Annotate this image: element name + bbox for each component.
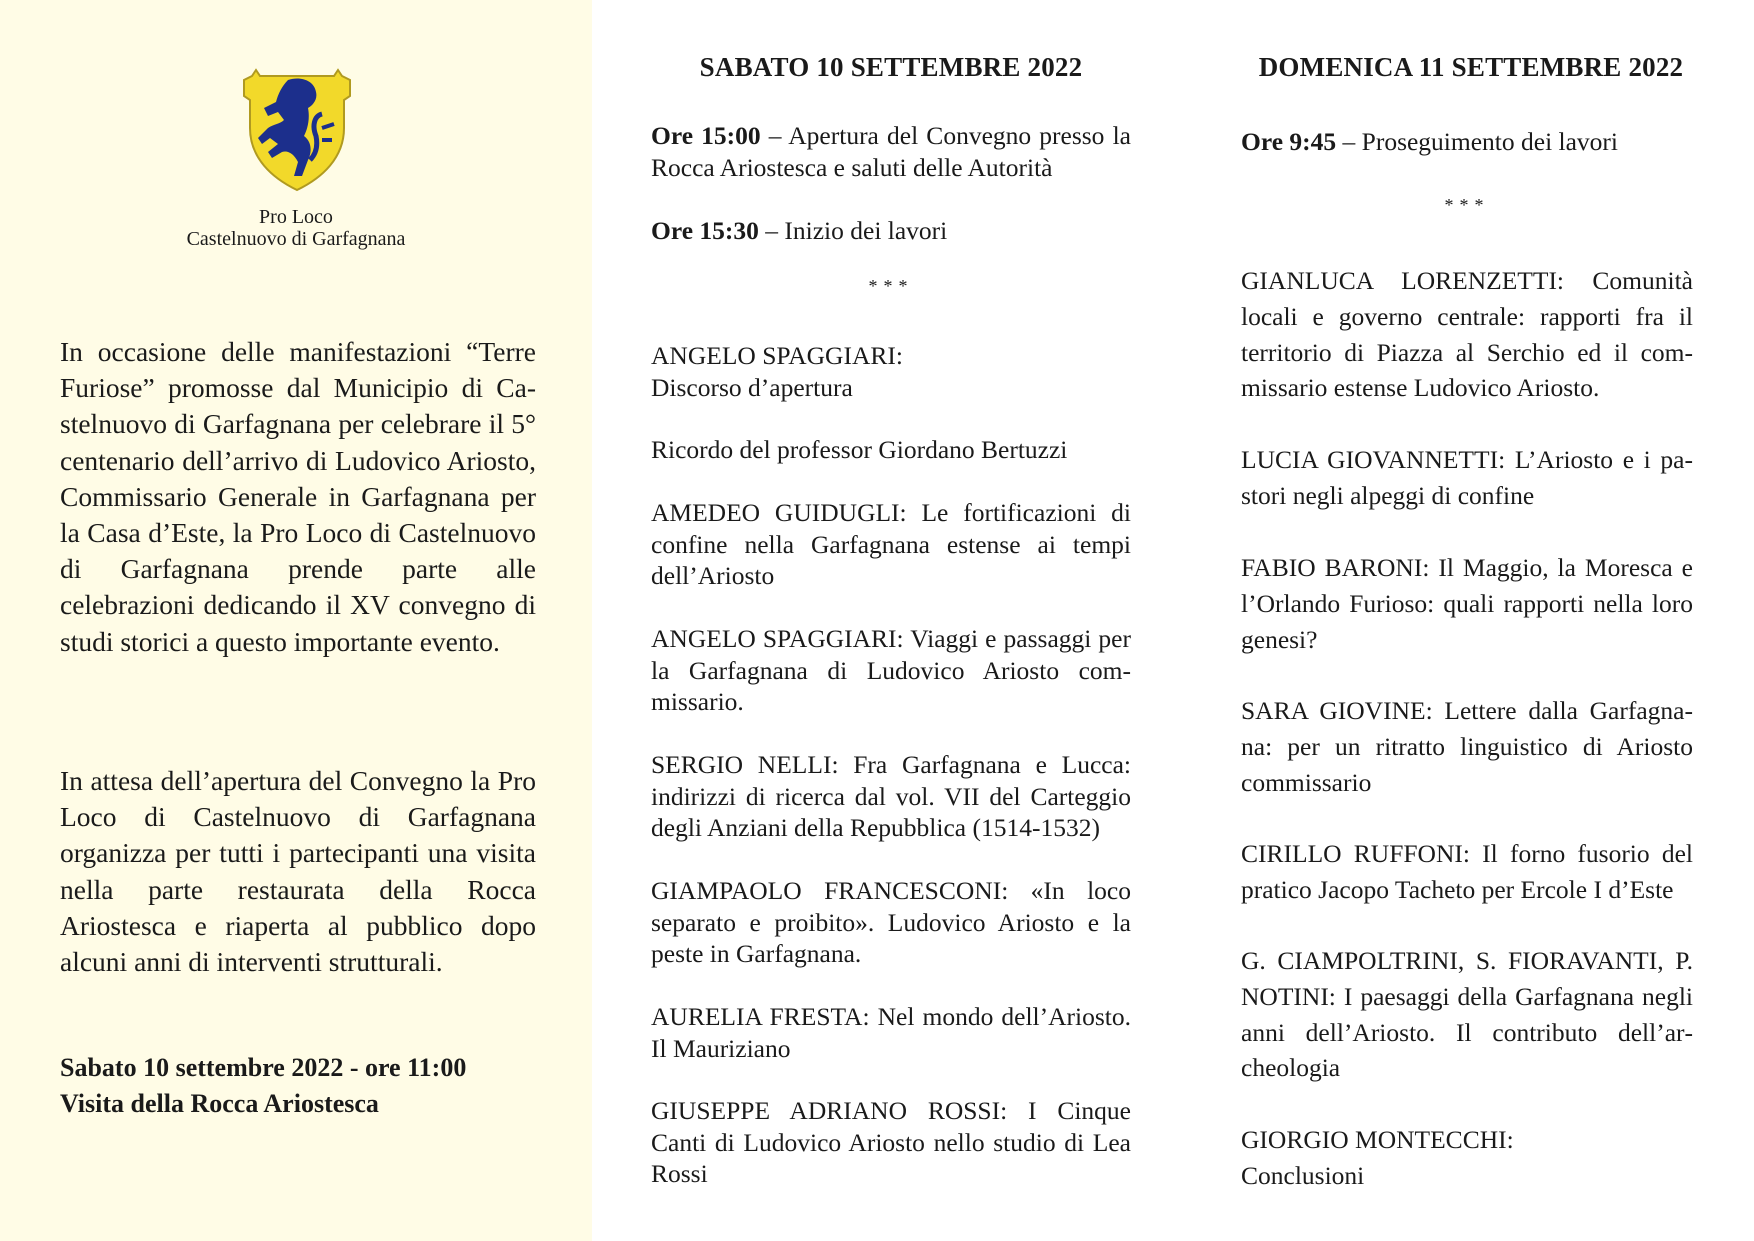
talk-speaker: GIORGIO MONTECCHI: — [1241, 1125, 1514, 1154]
schedule-time: Ore 15:00 — [651, 121, 761, 150]
talk-item: GIUSEPPE ADRIANO ROSSI: I Cinque Canti di Ludovico Ariosto nello studio di Lea Rossi — [651, 1096, 1131, 1188]
talk-item: G. CIAMPOLTRINI, S. FIORAVANTI, P. NOTINI: I paesaggi della Garfagnana negli anni dell’Ariosto. Il contributo dell’archeologia — [1241, 946, 1693, 1083]
org-place: Castelnuovo di Garfagnana — [186, 228, 406, 250]
talk-item: CIRILLO RUFFONI: Il forno fusorio del pratico Jacopo Tacheto per Ercole I d’Este — [1241, 839, 1693, 904]
talk-item — [1241, 1122, 1693, 1194]
schedule-item — [651, 215, 1131, 247]
talk-item: GIAMPAOLO FRANCESCONI: «In loco separato e proibito». Ludovico Ariosto e la peste in Garfagnana. — [651, 876, 1131, 968]
schedule-text: – Proseguimento dei lavori — [1336, 127, 1619, 156]
talk-item: LUCIA GIOVANNETTI: L’Ariosto e i pastori negli alpeggi di confine — [1241, 445, 1693, 510]
talk-item: SERGIO NELLI: Fra Garfagnana e Lucca: indirizzi di ricerca dal vol. VII del Carteggio degli Anziani della Repubblica (1514-1532) — [651, 750, 1131, 842]
day-title: DOMENICA 11 SETTEMBRE 2022 — [1258, 52, 1684, 82]
org-name: Pro Loco — [259, 206, 333, 228]
lion-rampant-crest-icon — [238, 66, 356, 192]
left-panel — [0, 0, 592, 1241]
separator: *** — [868, 276, 914, 296]
talk-item: AMEDEO GUIDUGLI: Le fortificazioni di confine nella Garfagnana estense ai tempi dell’Ariosto — [651, 498, 1131, 590]
visit-paragraph: In attesa dell’apertura del Convegno la Pro Loco di Castelnuovo di Garfagnana organizza per tutti i partecipanti una visita nella parte restaurata della Rocca Ariostesca e riaperta al pubblico dopo alcuni anni di interventi strutturali. — [60, 765, 536, 978]
visit-announcement — [60, 1050, 580, 1122]
separator: *** — [1444, 195, 1490, 215]
day-title: SABATO 10 SETTEMBRE 2022 — [699, 52, 1083, 82]
schedule-text: – Apertura del Convegno presso la Rocca Ariostesca e saluti delle Autorità — [651, 121, 1131, 182]
talk-item: FABIO BARONI: Il Maggio, la Moresca e l’Orlando Furioso: quali rapporti nella loro genesi? — [1241, 553, 1693, 654]
schedule-text: – Inizio dei lavori — [758, 216, 948, 245]
talk-item: SARA GIOVINE: Lettere dalla Garfagnana: per un ritratto linguistico di Ariosto commissario — [1241, 696, 1693, 797]
visit-date: Sabato 10 settembre 2022 - ore 11:00 — [60, 1053, 467, 1082]
talk-item: AURELIA FRESTA: Nel mondo dell’Ariosto. Il Mauriziano — [651, 1002, 1131, 1063]
intro-paragraph: In occasione delle manifestazioni “Terre Furiose” promosse dal Municipio di Castelnuovo di Garfagnana per celebrare il 5° centenario dell’arrivo di Ludovico Ariosto, Commissario Generale in Garfagnana per la Casa d’Este, la Pro Loco di Castelnuovo di Garfagnana prende parte alle celebrazioni dedicando il XV convegno di studi storici a questo importante evento. — [60, 336, 536, 657]
talk-item: ANGELO SPAGGIARI: Viaggi e passaggi per la Garfagnana di Ludovico Ariosto commissario. — [651, 624, 1131, 716]
talk-item: Ricordo del professor Giordano Bertuzzi — [651, 435, 1068, 464]
talk-title: Discorso d’apertura — [651, 372, 853, 402]
talk-speaker: ANGELO SPAGGIARI: — [651, 341, 903, 370]
schedule-item — [651, 120, 1131, 183]
visit-title: Visita della Rocca Ariostesca — [60, 1089, 379, 1118]
talk-item — [651, 340, 1131, 403]
schedule-time: Ore 15:30 — [651, 216, 759, 245]
schedule-item — [1241, 124, 1693, 160]
talk-item: GIANLUCA LORENZETTI: Comunità locali e governo centrale: rapporti fra il territorio di Piazza al Serchio ed il commissario estense Ludovico Ariosto. — [1241, 266, 1693, 403]
talk-title: Conclusioni — [1241, 1160, 1365, 1190]
schedule-time: Ore 9:45 — [1241, 127, 1337, 156]
